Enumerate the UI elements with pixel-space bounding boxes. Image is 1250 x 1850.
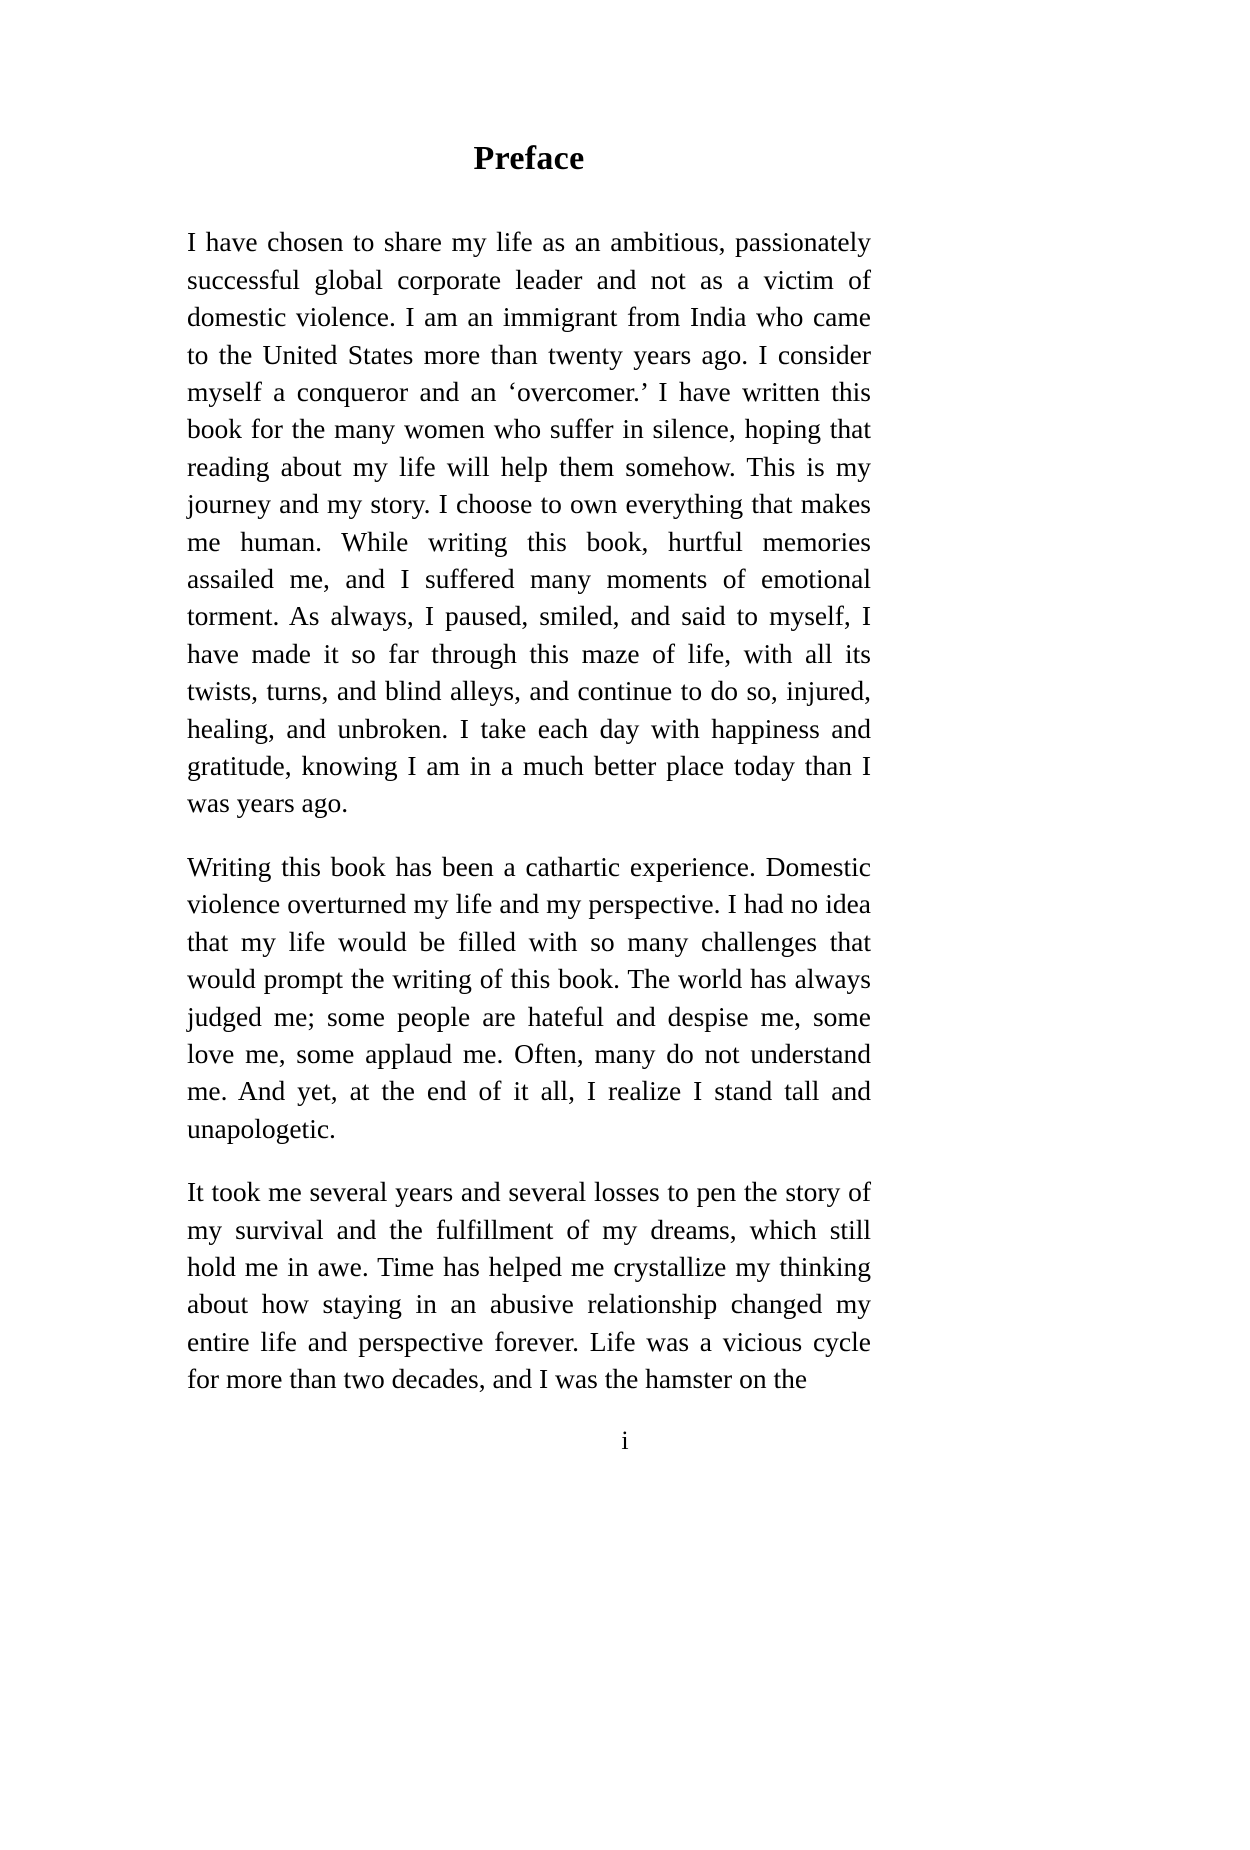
paragraph-1: I have chosen to share my life as an ambitious, passionately successful global corporate leader and not as a victim of domestic violence. I am an immigrant from India who came to the United States more than twenty years ago. I consider myself a conqueror and an ‘overcomer.’ I have written this book for the many women who suffer in silence, hoping that reading about my life will help them somehow. This is my journey and my story. I choose to own everything that makes me human. While writing this book, hurtful memories assailed me, and I suffered many moments of emotional torment. As always, I paused, smiled, and said to myself, I have made it so far through this maze of life, with all its twists, turns, and blind alleys, and continue to do so, injured, healing, and unbroken. I take each day with happiness and gratitude, knowing I am in a much better place today than I was years ago.: [187, 226, 871, 819]
paragraph-2: Writing this book has been a cathartic experience. Domestic violence overturned my life and my perspective. I had no idea that my life would be filled with so many challenges that would prompt the writing of this book. The world has always judged me; some people are hateful and despise me, some love me, some applaud me. Often, many do not understand me. And yet, at the end of it all, I realize I stand tall and unapologetic.: [187, 850, 871, 1144]
paragraph-3: It took me several years and several losses to pen the story of my survival and the fulfillment of my dreams, which still hold me in awe. Time has helped me crystallize my thinking about how staying in an abusive relationship changed my entire life and perspective forever. Life was a vicious cycle for more than two decades, and I was the hamster on the: [187, 1176, 871, 1395]
page-number: i: [621, 1426, 629, 1455]
page-content: [187, 140, 871, 1398]
page-title: Preface: [473, 140, 585, 177]
